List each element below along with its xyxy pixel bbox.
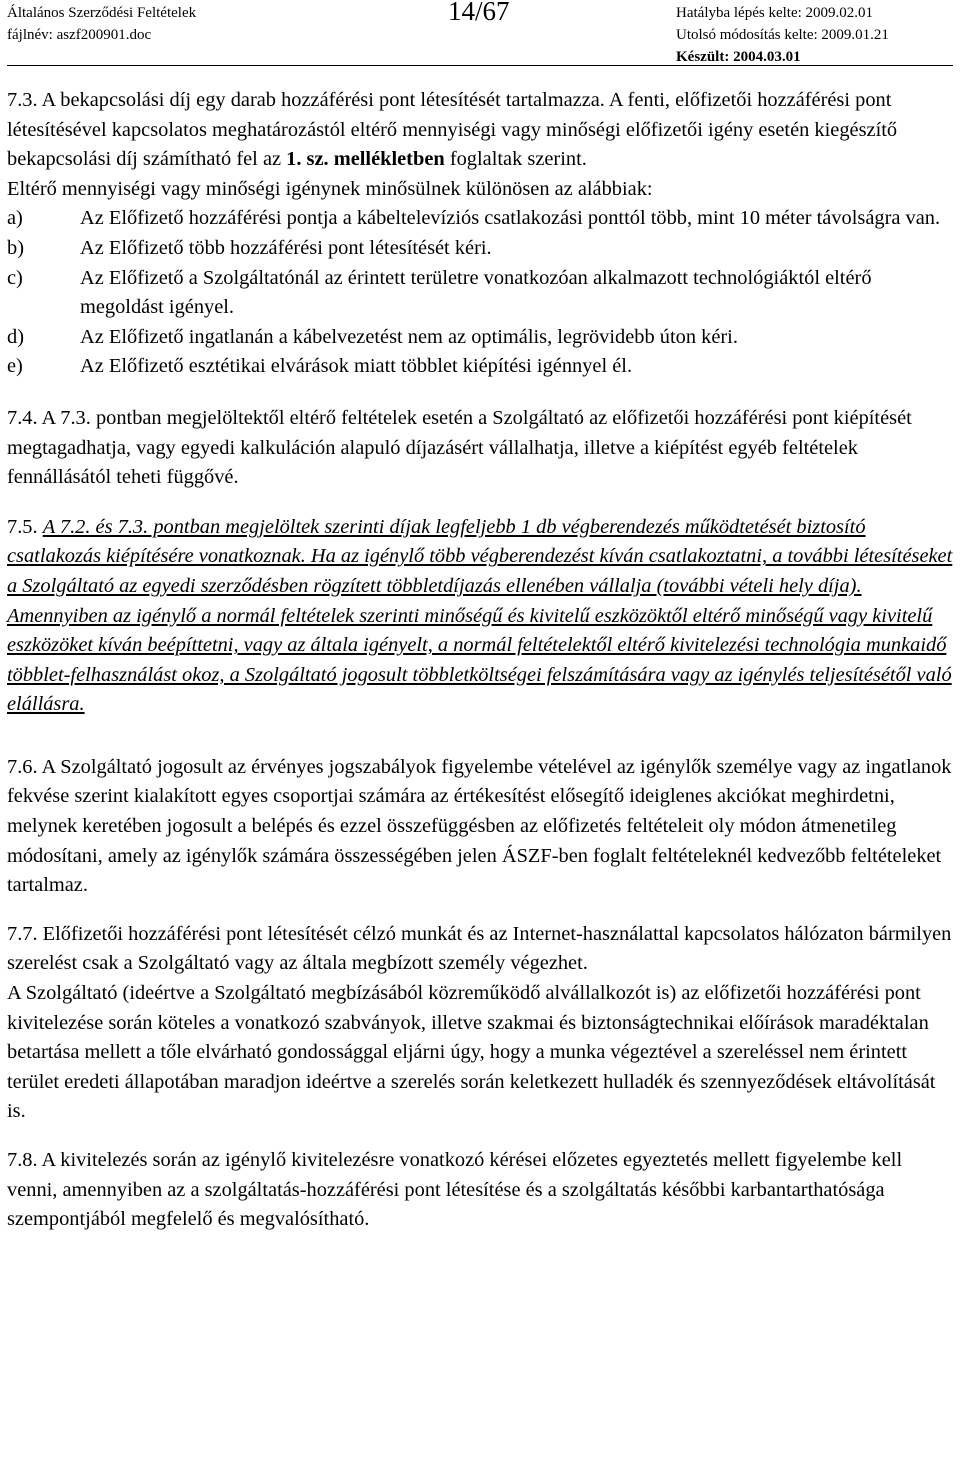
document-title: Általános Szerződési Feltételek [7, 5, 197, 21]
header-divider [7, 65, 953, 66]
effective-date: Hatályba lépés kelte: 2009.02.01 [676, 5, 874, 21]
section-7-3-text-end: foglaltak szerint. [444, 148, 587, 171]
list-item-d [7, 323, 953, 353]
list-item-b [7, 234, 953, 264]
last-modified-date: Utolsó módosítás kelte: 2009.01.21 [676, 27, 889, 43]
section-7-8-paragraph: 7.8. A kivitelezés során az igénylő kivitelezésre vonatkozó kérései előzetes egyeztetés mellett figyelembe kell venni, amennyiben az a szolgáltatás-hozzáférési pont létesítése és a szolgáltatás későbbi karbantarthatósága szempontjából megfelelő és megvalósítható. [7, 1149, 903, 1231]
section-7-3-paragraph [7, 86, 953, 175]
page-number: 14/67 [448, 0, 510, 26]
list-marker: d) [7, 325, 24, 348]
section-7-3-text: 7.3. A bekapcsolási díj egy darab hozzáférési pont létesítését tartalmazza. A fenti, előfizetői hozzáférési pont létesítésével kapcsolatos meghatározástól eltérő mennyiségi vagy minőségi előfizetői igény esetén kiegészítő bekapcsolási díj számítható fel az [7, 89, 898, 171]
page-header [0, 0, 960, 72]
list-marker: b) [7, 236, 24, 259]
section-7-7-paragraph: 7.7. Előfizetői hozzáférési pont létesítését célzó munkát és az Internet-használattal kapcsolatos hálózaton bármilyen szerelést csak a Szolgáltató vagy az általa megbízott személy végezhet. [7, 922, 952, 975]
list-item-text: Az Előfizető ingatlanán a kábelvezetést nem az optimális, legrövidebb úton kéri. [80, 325, 738, 348]
section-7-5-text: A 7.2. és 7.3. pontban megjelöltek szerinti díjak legfeljebb 1 db végberendezés működtetését biztosító csatlakozás kiépítésére vonatkoznak. Ha az igénylő több végberendezést kíván csatlakoztatni, a további létesítéseket a Szolgáltató az egyedi szerződésben rögzített többletdíjazás ellenében vállalja (további vételi hely díja). Amennyiben az igénylő a normál feltételek szerinti minőségű és kivitelű eszközöktől eltérő minőségű vagy kivitelű eszközöket kíván beépíttetni, vagy az általa igényelt, a normál feltételektől eltérő kivitelezési technológia munkaidő többlet-felhasználást okoz, a Szolgáltató jogosult többletköltségei felszámítására vagy az igénylés teljesítésétől való elállásra. [7, 515, 953, 716]
list-item-a [7, 204, 953, 234]
section-7-5-label: 7.5. [7, 515, 43, 538]
section-7-6-paragraph: 7.6. A Szolgáltató jogosult az érvényes jogszabályok figyelembe vételével az igénylők személye vagy az ingatlanok fekvése szerint kialakított egyes csoportjai számára az értékesítést elősegítő ideiglenes akciókat meghirdetni, melynek keretében jogosult a belépés és ezzel összefüggésben az előfizetés feltételeit oly módon átmenetileg módosítani, amely az igénylők számára összességében jelen ÁSZF-ben foglalt feltételeknél kedvezőbb feltételeket tartalmaz. [7, 755, 952, 897]
created-date: Készült: 2004.03.01 [676, 49, 801, 65]
list-item-c [7, 264, 953, 323]
annex-reference: 1. sz. mellékletben [286, 148, 445, 171]
section-7-3-intro: Eltérő mennyiségi vagy minőségi igénynek minősülnek különösen az alábbiak: [7, 177, 653, 200]
document-body [7, 86, 953, 1235]
list-marker: e) [7, 355, 23, 378]
list-item-text: Az Előfizető hozzáférési pontja a kábeltelevíziós csatlakozási ponttól több, mint 10 méter távolságra van. [80, 207, 941, 230]
list-item-text: Az Előfizető a Szolgáltatónál az érintett területre vonatkozóan alkalmazott technológiáktól eltérő megoldást igényel. [80, 266, 872, 319]
filename: fájlnév: aszf200901.doc [7, 27, 152, 43]
section-7-4-paragraph: 7.4. A 7.3. pontban megjelöltektől eltérő feltételek esetén a Szolgáltató az előfizetői hozzáférési pont kiépítését megtagadhatja, vagy egyedi kalkuláción alapuló díjazásért vállalhatja, illetve a kiépítést egyéb feltételek fennállásától teheti függővé. [7, 406, 912, 489]
list-marker: a) [7, 207, 23, 230]
list-marker: c) [7, 266, 23, 289]
list-item-e [7, 352, 953, 382]
list-item-text: Az Előfizető több hozzáférési pont létesítését kéri. [80, 236, 492, 259]
section-7-5-paragraph [7, 513, 953, 720]
section-7-7-paragraph-2: A Szolgáltató (ideértve a Szolgáltató megbízásából közreműködő alvállalkozót is) az előfizetői hozzáférési pont kivitelezése során köteles a vonatkozó szabványok, illetve szakmai és biztonságtechnikai előírások maradéktalan betartása mellett a tőle elvárható gondossággal eljárni úgy, hogy a munka végeztével a szereléssel nem érintett terület eredeti állapotában maradjon ideértve a szerelés során keletkezett hulladék és szennyeződések eltávolítását is. [7, 982, 936, 1123]
list-item-text: Az Előfizető esztétikai elvárások miatt többlet kiépítési igénnyel él. [80, 355, 633, 378]
